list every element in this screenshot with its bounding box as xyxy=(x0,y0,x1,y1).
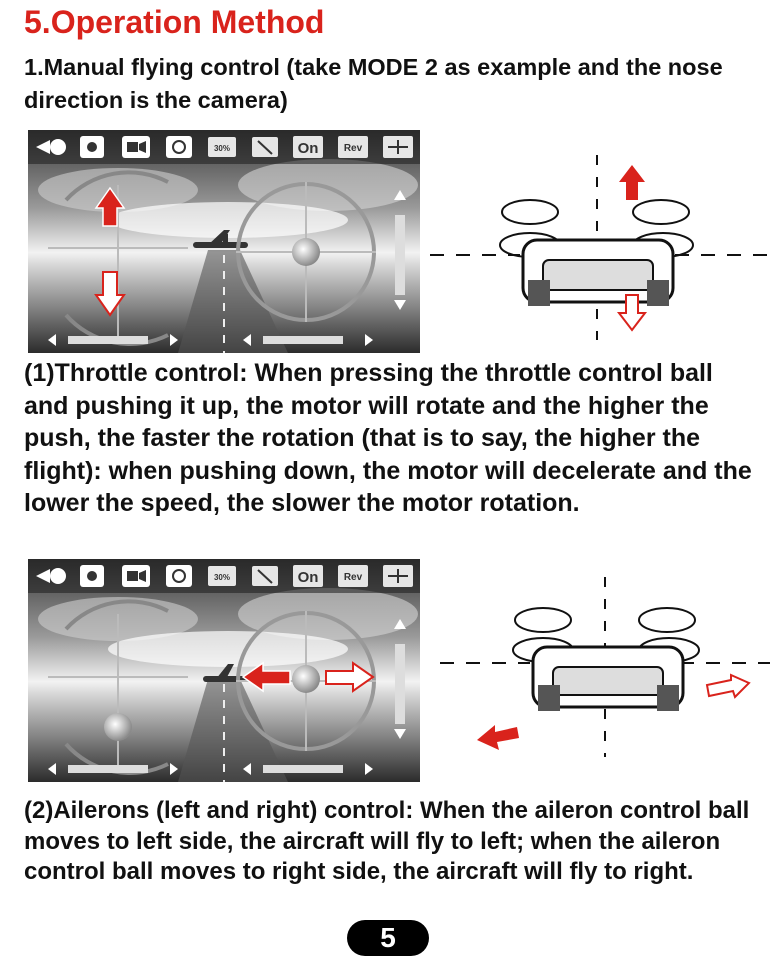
mute-icon[interactable] xyxy=(252,137,278,157)
level-icon[interactable] xyxy=(383,565,413,587)
percent-button[interactable] xyxy=(208,566,236,586)
rev-button[interactable] xyxy=(338,565,368,587)
drone-diagram-ailerons xyxy=(425,575,775,765)
video-icon[interactable] xyxy=(122,565,150,587)
camera-icon[interactable] xyxy=(80,565,104,587)
section-title: 5.Operation Method xyxy=(24,4,325,40)
arrow-right-icon xyxy=(707,675,749,697)
ailerons-description: (2)Ailerons (left and right) control: When the aileron control ball moves to left side, the aircraft will fly to left; when the aileron control ball moves to right side, the aircraft will fly to right. xyxy=(24,797,750,885)
toolbar xyxy=(28,559,420,593)
rotate-icon[interactable] xyxy=(166,136,192,158)
controller-screen xyxy=(28,559,420,782)
throttle-description: (1)Throttle control: When pressing the throttle control ball and pushing it up, the motor will rotate and the higher the push, the faster the rotation (that is to say, the higher the flight): when pushing down, the motor will decelerate and the lower the speed, the slower the motor rotation. xyxy=(24,359,752,517)
drone-icon xyxy=(425,150,775,345)
toolbar xyxy=(28,130,420,164)
rotate-icon[interactable] xyxy=(166,565,192,587)
page-number: 5 xyxy=(347,920,429,956)
mute-icon[interactable] xyxy=(252,566,278,586)
rev-label: Rev xyxy=(343,572,363,583)
subtitle: 1.Manual flying control (take MODE 2 as example and the nose direction is the camera) xyxy=(24,54,723,113)
direction-joystick[interactable] xyxy=(236,182,376,322)
on-label: On xyxy=(297,569,319,586)
controller-screenshot-throttle xyxy=(28,130,420,353)
video-icon[interactable] xyxy=(122,136,150,158)
on-button[interactable] xyxy=(293,136,323,158)
on-button[interactable] xyxy=(293,565,323,587)
controller-screen xyxy=(28,130,420,353)
arrow-left-icon xyxy=(477,725,519,750)
percent-label: 30% xyxy=(213,144,231,153)
rev-button[interactable] xyxy=(338,136,368,158)
percent-label: 30% xyxy=(213,573,231,582)
rev-label: Rev xyxy=(343,143,363,154)
on-label: On xyxy=(297,140,319,157)
percent-button[interactable] xyxy=(208,137,236,157)
drone-diagram-throttle xyxy=(425,150,775,350)
camera-icon[interactable] xyxy=(80,136,104,158)
arrow-up-icon xyxy=(619,165,645,200)
drone-icon xyxy=(425,575,775,760)
controller-screenshot-ailerons xyxy=(28,559,420,782)
level-icon[interactable] xyxy=(383,136,413,158)
